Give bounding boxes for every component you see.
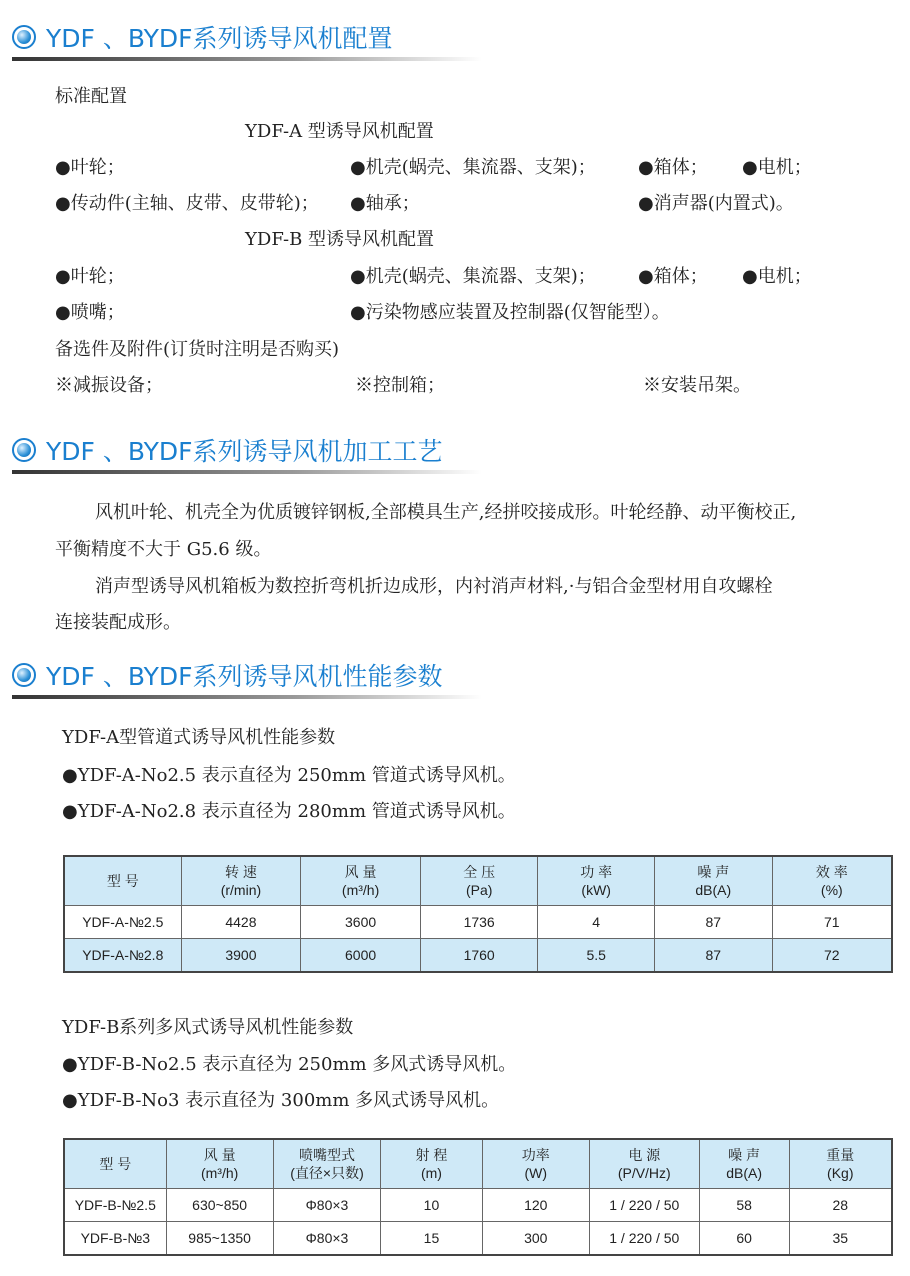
table-cell: 28	[789, 1189, 892, 1222]
process-text: 消声型诱导风机箱板为数控折弯机折边成形，内衬消声材料,·与铝合金型材用自攻螺栓	[95, 576, 773, 597]
table-cell: 6000	[301, 939, 421, 973]
column-header	[420, 856, 538, 906]
column-header	[381, 1139, 482, 1189]
table-cell: Φ80×3	[273, 1222, 381, 1256]
table-cell: 35	[789, 1222, 892, 1256]
b-config-title: YDF-B 型诱导风机配置	[245, 229, 435, 250]
column-header	[64, 1139, 166, 1189]
heading-text: YDF 、BYDF系列诱导风机加工工艺	[46, 437, 443, 466]
table-row	[64, 906, 892, 939]
heading-text: YDF 、BYDF系列诱导风机性能参数	[46, 662, 443, 691]
b-perf-title: YDF-B系列多风式诱导风机性能参数	[62, 1017, 354, 1038]
table-cell: 3900	[181, 939, 301, 973]
header-text: (%)	[820, 882, 843, 898]
header-text: 风 量	[203, 1147, 236, 1163]
header-text: (m)	[420, 1165, 442, 1181]
table-cell: 1 / 220 / 50	[589, 1222, 699, 1256]
heading-text: YDF 、BYDF系列诱导风机配置	[46, 24, 393, 53]
column-header	[654, 856, 772, 906]
divider	[12, 695, 482, 699]
table-cell: Φ80×3	[273, 1189, 381, 1222]
optional-item: ※控制箱；	[355, 375, 445, 396]
header-text: (r/min)	[220, 882, 262, 898]
header-text: 全 压	[463, 864, 496, 880]
column-header	[273, 1139, 381, 1189]
config-item: ●轴承；	[350, 193, 420, 214]
optional-item: ※减振设备；	[55, 375, 163, 396]
bullet-circle-icon	[12, 25, 36, 49]
table-cell: 300	[482, 1222, 589, 1256]
table-cell: 3600	[301, 906, 421, 939]
column-header	[166, 1139, 273, 1189]
optional-label: 备选件及附件(订货时注明是否购买)	[55, 339, 340, 360]
config-item: ●传动件(主轴、皮带、皮带轮)；	[55, 193, 319, 214]
header-text: (W)	[524, 1165, 548, 1181]
header-row	[64, 856, 892, 906]
config-item: ●机壳(蜗壳、集流器、支架)；	[350, 157, 596, 178]
table-cell: 60	[699, 1222, 789, 1256]
divider	[12, 470, 482, 474]
ydf-b-performance-table	[63, 1138, 893, 1256]
model-note: ●YDF-B-No3 表示直径为 300mm 多风式诱导风机。	[62, 1090, 500, 1111]
config-item: ●喷嘴；	[55, 302, 125, 323]
divider	[12, 57, 482, 61]
a-config-title: YDF-A 型诱导风机配置	[245, 121, 434, 142]
table-cell: YDF-A-№2.5	[64, 906, 181, 939]
bullet-circle-icon	[12, 438, 36, 462]
table-cell: YDF-B-№2.5	[64, 1189, 166, 1222]
column-header	[538, 856, 655, 906]
model-note: ●YDF-A-No2.5 表示直径为 250mm 管道式诱导风机。	[62, 765, 516, 786]
header-text: 噪 声	[728, 1147, 761, 1163]
table-cell: 4	[538, 906, 655, 939]
header-text: 效 率	[815, 864, 848, 880]
table-cell: 71	[772, 906, 892, 939]
header-text: dB(A)	[695, 882, 732, 898]
table-row	[64, 1222, 892, 1256]
header-text: (直径×只数)	[290, 1165, 364, 1181]
column-header	[181, 856, 301, 906]
table-cell: YDF-B-№3	[64, 1222, 166, 1256]
column-header	[589, 1139, 699, 1189]
process-text: 连接装配成形。	[55, 612, 181, 633]
config-item: ●机壳(蜗壳、集流器、支架)；	[350, 266, 596, 287]
config-item: ●叶轮；	[55, 157, 125, 178]
table-row	[64, 1189, 892, 1222]
config-item: ●电机；	[742, 266, 812, 287]
column-header	[482, 1139, 589, 1189]
bullet-circle-icon	[12, 663, 36, 687]
table-cell: YDF-A-№2.8	[64, 939, 181, 973]
column-header	[699, 1139, 789, 1189]
section-heading	[12, 17, 482, 57]
header-text: 喷嘴型式	[298, 1147, 355, 1163]
header-text: 风 量	[344, 864, 377, 880]
column-header	[789, 1139, 892, 1189]
header-text: dB(A)	[726, 1165, 762, 1181]
table-cell: 15	[381, 1222, 482, 1256]
header-text: 射 程	[415, 1147, 448, 1163]
table-cell: 630~850	[166, 1189, 273, 1222]
config-item: ●电机；	[742, 157, 812, 178]
column-header	[301, 856, 421, 906]
header-text: (Pa)	[465, 882, 493, 898]
config-item: ●箱体；	[638, 266, 708, 287]
process-text: 风机叶轮、机壳全为优质镀锌钢板,全部模具生产,经拼咬接成形。叶轮经静、动平衡校正,	[95, 502, 797, 523]
table-cell: 5.5	[538, 939, 655, 973]
column-header	[64, 856, 181, 906]
table-cell: 120	[482, 1189, 589, 1222]
header-text: 型 号	[106, 873, 139, 889]
table-cell: 1760	[420, 939, 538, 973]
column-header	[772, 856, 892, 906]
model-note: ●YDF-B-No2.5 表示直径为 250mm 多风式诱导风机。	[62, 1054, 517, 1075]
table-cell: 87	[654, 906, 772, 939]
header-text: (m³/h)	[341, 882, 380, 898]
table-cell: 72	[772, 939, 892, 973]
process-text: 平衡精度不大于 G5.6 级。	[55, 539, 272, 560]
config-item: ●箱体；	[638, 157, 708, 178]
table-cell: 10	[381, 1189, 482, 1222]
header-text: (kW)	[581, 882, 611, 898]
config-item: ●叶轮；	[55, 266, 125, 287]
config-item: ●消声器(内置式)。	[638, 193, 794, 214]
header-text: 功率	[521, 1147, 550, 1163]
header-text: 噪 声	[697, 864, 730, 880]
header-row	[64, 1139, 892, 1189]
table-cell: 1 / 220 / 50	[589, 1189, 699, 1222]
table-cell: 87	[654, 939, 772, 973]
a-perf-title: YDF-A型管道式诱导风机性能参数	[62, 727, 336, 748]
header-text: (m³/h)	[200, 1165, 239, 1181]
section-heading	[12, 655, 482, 695]
header-text: 重量	[826, 1147, 855, 1163]
table-cell: 985~1350	[166, 1222, 273, 1256]
header-text: 电 源	[628, 1147, 661, 1163]
table-row	[64, 939, 892, 973]
optional-item: ※安装吊架。	[643, 375, 751, 396]
header-text: 型 号	[99, 1156, 132, 1172]
table-cell: 1736	[420, 906, 538, 939]
header-text: (P/V/Hz)	[617, 1165, 671, 1181]
header-text: 转 速	[225, 864, 257, 880]
section-heading	[12, 430, 482, 470]
model-note: ●YDF-A-No2.8 表示直径为 280mm 管道式诱导风机。	[62, 801, 516, 822]
header-text: (Kg)	[827, 1165, 854, 1181]
standard-label: 标准配置	[55, 86, 127, 107]
config-item: ●污染物感应装置及控制器(仅智能型）。	[350, 302, 670, 323]
table-cell: 4428	[181, 906, 301, 939]
ydf-a-performance-table	[63, 855, 893, 973]
header-text: 功 率	[580, 864, 613, 880]
table-cell: 58	[699, 1189, 789, 1222]
